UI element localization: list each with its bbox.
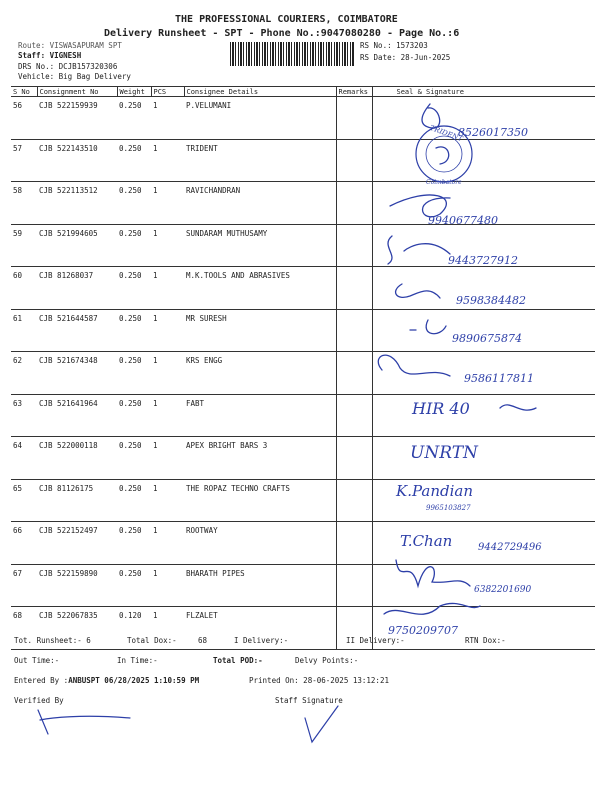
remarks: [336, 522, 372, 565]
remarks: [336, 437, 372, 480]
consignee: KRS ENGG: [184, 352, 336, 395]
remarks: [336, 479, 372, 522]
total-dox-value: 68: [198, 636, 208, 645]
consignment-no: CJB 81268037: [37, 267, 117, 310]
pcs: 1: [151, 607, 184, 650]
sno: 64: [11, 437, 37, 480]
weight: 0.250: [117, 479, 151, 522]
consignee: FABT: [184, 394, 336, 437]
vehicle: Vehicle: Big Bag Delivery: [18, 72, 131, 81]
remarks: [336, 139, 372, 182]
sno: 60: [11, 267, 37, 310]
weight: 0.250: [117, 267, 151, 310]
consignee: TRIDENT: [184, 139, 336, 182]
pcs: 1: [151, 224, 184, 267]
pcs: 1: [151, 394, 184, 437]
pcs: 1: [151, 139, 184, 182]
sno: 65: [11, 479, 37, 522]
entered-by-label: Entered By :: [14, 676, 69, 685]
remarks: [336, 564, 372, 607]
total-pod: Total POD:-: [213, 656, 263, 665]
tot-runsheet: Tot. Runsheet:- 6: [14, 636, 91, 645]
consignment-no: CJB 522000118: [37, 437, 117, 480]
weight: 0.250: [117, 182, 151, 225]
weight: 0.250: [117, 394, 151, 437]
sno: 61: [11, 309, 37, 352]
weight: 0.250: [117, 309, 151, 352]
handwritten-signature: UNRTN: [410, 443, 478, 463]
handwritten-phone: 9443727912: [448, 254, 518, 267]
signature-scribble: [396, 560, 470, 586]
ii-delivery: II Delivery:-: [346, 636, 405, 645]
col-signature: Seal & Signature: [372, 87, 595, 97]
pcs: 1: [151, 309, 184, 352]
signature-scribble: [384, 603, 480, 614]
consignment-no: CJB 521994605: [37, 224, 117, 267]
handwritten-signature: T.Chan: [400, 532, 453, 550]
sno: 66: [11, 522, 37, 565]
stamp-text-top: TRIDENT: [428, 123, 464, 144]
staff-signature: Staff Signature: [275, 696, 343, 705]
weight: 0.250: [117, 97, 151, 140]
consignee: THE ROPAZ TECHNO CRAFTS: [184, 479, 336, 522]
remarks: [336, 267, 372, 310]
verified-by: Verified By: [14, 696, 64, 705]
handwritten-signature: K.Pandian: [396, 482, 473, 500]
handwritten-phone: 9586117811: [464, 372, 534, 385]
consignment-no: CJB 521674348: [37, 352, 117, 395]
i-delivery: I Delivery:-: [234, 636, 289, 645]
rtn-dox: RTN Dox:-: [465, 636, 506, 645]
weight: 0.250: [117, 437, 151, 480]
out-time: Out Time:-: [14, 656, 60, 665]
consignee: SUNDARAM MUTHUSAMY: [184, 224, 336, 267]
entered-by-value: ANBUSPT 06/28/2025 1:10:59 PM: [68, 676, 200, 685]
weight: 0.250: [117, 139, 151, 182]
weight: 0.250: [117, 564, 151, 607]
total-dox-label: Total Dox:-: [127, 636, 177, 645]
signature-scribble: [410, 320, 446, 334]
col-consignment: Consignment No: [37, 87, 117, 97]
sno: 62: [11, 352, 37, 395]
col-sno: S No: [11, 87, 37, 97]
pcs: 1: [151, 352, 184, 395]
remarks: [336, 394, 372, 437]
handwritten-phone: 6382201690: [474, 585, 532, 595]
delvy-points: Delvy Points:-: [295, 656, 359, 665]
signature-scribble: [396, 284, 440, 298]
consignment-no: CJB 522143510: [37, 139, 117, 182]
handwritten-phone: 9598384482: [456, 294, 526, 307]
col-consignee: Consignee Details: [184, 87, 336, 97]
weight: 0.250: [117, 522, 151, 565]
remarks: [336, 352, 372, 395]
col-remarks: Remarks: [336, 87, 372, 97]
sno: 58: [11, 182, 37, 225]
signature-scribble: [500, 405, 536, 410]
consignment-no: CJB 522159939: [37, 97, 117, 140]
rs-number: RS No.: 1573203: [360, 41, 428, 50]
pcs: 1: [151, 479, 184, 522]
consignee: MR SURESH: [184, 309, 336, 352]
consignment-no: CJB 521641964: [37, 394, 117, 437]
verified-signature: [38, 710, 130, 734]
drs-number: DRS No.: DCJB157320306: [18, 62, 118, 71]
handwritten-phone: 9965103827: [426, 504, 471, 512]
company-title: THE PROFESSIONAL COURIERS, COIMBATORE: [175, 14, 398, 25]
sno: 59: [11, 224, 37, 267]
staff-signature-mark: [305, 706, 338, 742]
handwritten-signature: HIR 40: [412, 399, 470, 418]
remarks: [336, 97, 372, 140]
sno: 63: [11, 394, 37, 437]
rs-date: RS Date: 28-Jun-2025: [360, 53, 451, 62]
consignment-no: CJB 522113512: [37, 182, 117, 225]
in-time: In Time:-: [117, 656, 158, 665]
consignment-no: CJB 81126175: [37, 479, 117, 522]
handwritten-phone: 9750209707: [388, 624, 458, 636]
handwritten-phone: 9442729496: [478, 542, 542, 553]
footer-signatures: [20, 700, 360, 750]
runsheet-subtitle: Delivery Runsheet - SPT - Phone No.:9047080280 - Page No.:6: [104, 28, 460, 39]
consignment-no: CJB 522152497: [37, 522, 117, 565]
pcs: 1: [151, 97, 184, 140]
pcs: 1: [151, 564, 184, 607]
consignee: M.K.TOOLS AND ABRASIVES: [184, 267, 336, 310]
barcode: [230, 42, 355, 66]
pcs: 1: [151, 522, 184, 565]
handwritten-phone: 9940677480: [428, 214, 498, 227]
stamp-signature: [436, 147, 449, 164]
pcs: 1: [151, 267, 184, 310]
signatures-overlay: [370, 86, 600, 636]
printed-on: Printed On: 28-06-2025 13:12:21: [249, 676, 389, 685]
pcs: 1: [151, 437, 184, 480]
sno: 67: [11, 564, 37, 607]
col-pcs: PCS: [151, 87, 184, 97]
consignment-no: CJB 522067835: [37, 607, 117, 650]
handwritten-phone: 9890675874: [452, 332, 522, 345]
signature-scribble: [378, 355, 450, 376]
pcs: 1: [151, 182, 184, 225]
col-weight: Weight: [117, 87, 151, 97]
weight: 0.250: [117, 224, 151, 267]
sno: 57: [11, 139, 37, 182]
consignment-no: CJB 522159890: [37, 564, 117, 607]
staff: Staff: VIGNESH: [18, 51, 82, 60]
consignee: RAVICHANDRAN: [184, 182, 336, 225]
consignee: P.VELUMANI: [184, 97, 336, 140]
stamp-text-bottom: Coimbatore: [426, 179, 462, 186]
consignee: FLZALET: [184, 607, 336, 650]
weight: 0.120: [117, 607, 151, 650]
consignment-no: CJB 521644587: [37, 309, 117, 352]
route: Route: VISWASAPURAM SPT: [18, 41, 122, 50]
entered-by: [14, 676, 199, 685]
consignee: ROOTWAY: [184, 522, 336, 565]
remarks: [336, 224, 372, 267]
signature-scribble: [388, 236, 450, 264]
remarks: [336, 309, 372, 352]
sno: 68: [11, 607, 37, 650]
weight: 0.250: [117, 352, 151, 395]
handwritten-phone: 8526017350: [458, 126, 528, 139]
consignee: APEX BRIGHT BARS 3: [184, 437, 336, 480]
remarks: [336, 182, 372, 225]
consignee: BHARATH PIPES: [184, 564, 336, 607]
sno: 56: [11, 97, 37, 140]
